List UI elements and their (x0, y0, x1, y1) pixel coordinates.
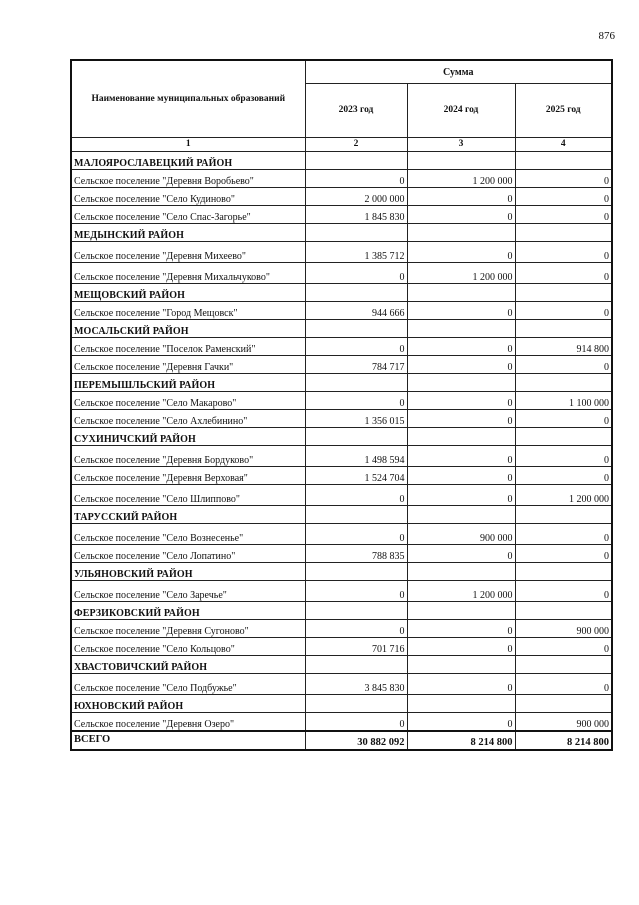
table-row (71, 356, 612, 374)
amount-2025: 1 100 000 (515, 392, 612, 410)
amount-2025: 0 (515, 170, 612, 188)
header-year-2025: 2025 год (515, 84, 612, 138)
table-row (71, 446, 612, 467)
district-row (71, 320, 612, 338)
settlement-name: Сельское поселение "Деревня Михальчуково" (71, 263, 305, 284)
amount-2025: 0 (515, 467, 612, 485)
table-row (71, 713, 612, 731)
empty-cell (305, 224, 407, 242)
table-row (71, 638, 612, 656)
district-row (71, 695, 612, 713)
empty-cell (515, 695, 612, 713)
amount-2024: 0 (407, 338, 515, 356)
amount-2025: 0 (515, 356, 612, 374)
empty-cell (305, 602, 407, 620)
settlement-name: Сельское поселение "Деревня Бордуково" (71, 446, 305, 467)
empty-cell (515, 152, 612, 170)
budget-table (70, 59, 613, 751)
table-row (71, 620, 612, 638)
amount-2023: 788 835 (305, 545, 407, 563)
amount-2025: 1 200 000 (515, 485, 612, 506)
table-row (71, 188, 612, 206)
table-header (71, 60, 612, 152)
table-body (71, 152, 612, 731)
amount-2025: 0 (515, 302, 612, 320)
district-name: МЕЩОВСКИЙ РАЙОН (71, 284, 305, 302)
district-name: ПЕРЕМЫШЛЬСКИЙ РАЙОН (71, 374, 305, 392)
amount-2023: 0 (305, 263, 407, 284)
amount-2023: 0 (305, 713, 407, 731)
total-2025: 8 214 800 (515, 731, 612, 750)
total-2023: 30 882 092 (305, 731, 407, 750)
settlement-name: Сельское поселение "Село Кудиново" (71, 188, 305, 206)
amount-2025: 0 (515, 206, 612, 224)
empty-cell (407, 428, 515, 446)
amount-2024: 0 (407, 620, 515, 638)
amount-2024: 0 (407, 485, 515, 506)
header-col-number: 1 (71, 138, 305, 152)
empty-cell (407, 224, 515, 242)
amount-2023: 701 716 (305, 638, 407, 656)
amount-2024: 0 (407, 674, 515, 695)
amount-2023: 0 (305, 170, 407, 188)
amount-2025: 0 (515, 188, 612, 206)
empty-cell (515, 320, 612, 338)
amount-2024: 0 (407, 242, 515, 263)
amount-2023: 0 (305, 524, 407, 545)
amount-2023: 0 (305, 392, 407, 410)
settlement-name: Сельское поселение "Деревня Гачки" (71, 356, 305, 374)
amount-2025: 0 (515, 524, 612, 545)
district-row (71, 284, 612, 302)
header-sum: Сумма (305, 60, 612, 84)
amount-2024: 0 (407, 356, 515, 374)
table-row (71, 467, 612, 485)
amount-2024: 1 200 000 (407, 263, 515, 284)
table-row (71, 392, 612, 410)
district-name: МАЛОЯРОСЛАВЕЦКИЙ РАЙОН (71, 152, 305, 170)
empty-cell (407, 695, 515, 713)
header-year-2023: 2023 год (305, 84, 407, 138)
district-name: СУХИНИЧСКИЙ РАЙОН (71, 428, 305, 446)
amount-2025: 0 (515, 545, 612, 563)
empty-cell (305, 284, 407, 302)
amount-2023: 3 845 830 (305, 674, 407, 695)
district-row (71, 563, 612, 581)
settlement-name: Сельское поселение "Село Вознесенье" (71, 524, 305, 545)
total-label: ВСЕГО (71, 731, 305, 750)
amount-2023: 0 (305, 620, 407, 638)
empty-cell (407, 152, 515, 170)
empty-cell (407, 602, 515, 620)
total-2024: 8 214 800 (407, 731, 515, 750)
empty-cell (515, 284, 612, 302)
district-name: ХВАСТОВИЧСКИЙ РАЙОН (71, 656, 305, 674)
empty-cell (515, 224, 612, 242)
table-row (71, 338, 612, 356)
table-row (71, 674, 612, 695)
header-year-2024: 2024 год (407, 84, 515, 138)
district-name: ФЕРЗИКОВСКИЙ РАЙОН (71, 602, 305, 620)
empty-cell (407, 563, 515, 581)
district-row (71, 152, 612, 170)
amount-2025: 0 (515, 581, 612, 602)
settlement-name: Сельское поселение "Село Ахлебинино" (71, 410, 305, 428)
district-row (71, 506, 612, 524)
settlement-name: Сельское поселение "Село Кольцово" (71, 638, 305, 656)
amount-2025: 0 (515, 638, 612, 656)
amount-2023: 0 (305, 485, 407, 506)
empty-cell (305, 506, 407, 524)
settlement-name: Сельское поселение "Деревня Воробьево" (71, 170, 305, 188)
empty-cell (305, 152, 407, 170)
amount-2024: 0 (407, 446, 515, 467)
amount-2024: 900 000 (407, 524, 515, 545)
amount-2025: 0 (515, 410, 612, 428)
empty-cell (407, 656, 515, 674)
amount-2023: 1 524 704 (305, 467, 407, 485)
amount-2023: 1 356 015 (305, 410, 407, 428)
amount-2024: 0 (407, 713, 515, 731)
header-col-number: 4 (515, 138, 612, 152)
table-row (71, 485, 612, 506)
district-name: МЕДЫНСКИЙ РАЙОН (71, 224, 305, 242)
empty-cell (305, 320, 407, 338)
table-row (71, 581, 612, 602)
header-col-number: 3 (407, 138, 515, 152)
settlement-name: Сельское поселение "Село Заречье" (71, 581, 305, 602)
empty-cell (515, 374, 612, 392)
total-row (71, 731, 612, 750)
empty-cell (407, 374, 515, 392)
settlement-name: Сельское поселение "Деревня Верховая" (71, 467, 305, 485)
amount-2025: 0 (515, 242, 612, 263)
header-name: Наименование муниципальных образований (71, 60, 305, 138)
district-name: УЛЬЯНОВСКИЙ РАЙОН (71, 563, 305, 581)
empty-cell (407, 320, 515, 338)
header-col-number: 2 (305, 138, 407, 152)
amount-2024: 0 (407, 638, 515, 656)
district-name: МОСАЛЬСКИЙ РАЙОН (71, 320, 305, 338)
empty-cell (305, 374, 407, 392)
settlement-name: Сельское поселение "Село Подбужье" (71, 674, 305, 695)
amount-2023: 944 666 (305, 302, 407, 320)
settlement-name: Сельское поселение "Село Макарово" (71, 392, 305, 410)
amount-2024: 0 (407, 302, 515, 320)
table-row (71, 410, 612, 428)
settlement-name: Сельское поселение "Село Лопатино" (71, 545, 305, 563)
settlement-name: Сельское поселение "Поселок Раменский" (71, 338, 305, 356)
amount-2024: 0 (407, 467, 515, 485)
empty-cell (515, 506, 612, 524)
settlement-name: Сельское поселение "Деревня Озеро" (71, 713, 305, 731)
settlement-name: Сельское поселение "Деревня Сугоново" (71, 620, 305, 638)
district-row (71, 428, 612, 446)
amount-2024: 0 (407, 188, 515, 206)
district-row (71, 602, 612, 620)
amount-2024: 0 (407, 206, 515, 224)
amount-2025: 914 800 (515, 338, 612, 356)
district-name: ТАРУССКИЙ РАЙОН (71, 506, 305, 524)
amount-2023: 1 385 712 (305, 242, 407, 263)
amount-2024: 1 200 000 (407, 170, 515, 188)
table-row (71, 302, 612, 320)
settlement-name: Сельское поселение "Село Шлиппово" (71, 485, 305, 506)
table-row (71, 263, 612, 284)
amount-2025: 0 (515, 263, 612, 284)
district-row (71, 656, 612, 674)
empty-cell (515, 428, 612, 446)
table-row (71, 242, 612, 263)
empty-cell (407, 506, 515, 524)
empty-cell (305, 563, 407, 581)
amount-2023: 0 (305, 581, 407, 602)
empty-cell (305, 656, 407, 674)
amount-2024: 1 200 000 (407, 581, 515, 602)
amount-2023: 1 498 594 (305, 446, 407, 467)
empty-cell (305, 428, 407, 446)
empty-cell (515, 656, 612, 674)
amount-2023: 784 717 (305, 356, 407, 374)
district-row (71, 374, 612, 392)
amount-2023: 0 (305, 338, 407, 356)
empty-cell (407, 284, 515, 302)
table-row (71, 545, 612, 563)
page-number: 876 (598, 30, 615, 42)
district-row (71, 224, 612, 242)
table-row (71, 524, 612, 545)
amount-2025: 0 (515, 446, 612, 467)
table-row (71, 206, 612, 224)
empty-cell (305, 695, 407, 713)
amount-2025: 900 000 (515, 713, 612, 731)
amount-2023: 1 845 830 (305, 206, 407, 224)
settlement-name: Сельское поселение "Город Мещовск" (71, 302, 305, 320)
amount-2024: 0 (407, 392, 515, 410)
table-row (71, 170, 612, 188)
amount-2025: 0 (515, 674, 612, 695)
empty-cell (515, 602, 612, 620)
amount-2025: 900 000 (515, 620, 612, 638)
amount-2024: 0 (407, 545, 515, 563)
amount-2023: 2 000 000 (305, 188, 407, 206)
amount-2024: 0 (407, 410, 515, 428)
empty-cell (515, 563, 612, 581)
settlement-name: Сельское поселение "Село Спас-Загорье" (71, 206, 305, 224)
district-name: ЮХНОВСКИЙ РАЙОН (71, 695, 305, 713)
settlement-name: Сельское поселение "Деревня Михеево" (71, 242, 305, 263)
